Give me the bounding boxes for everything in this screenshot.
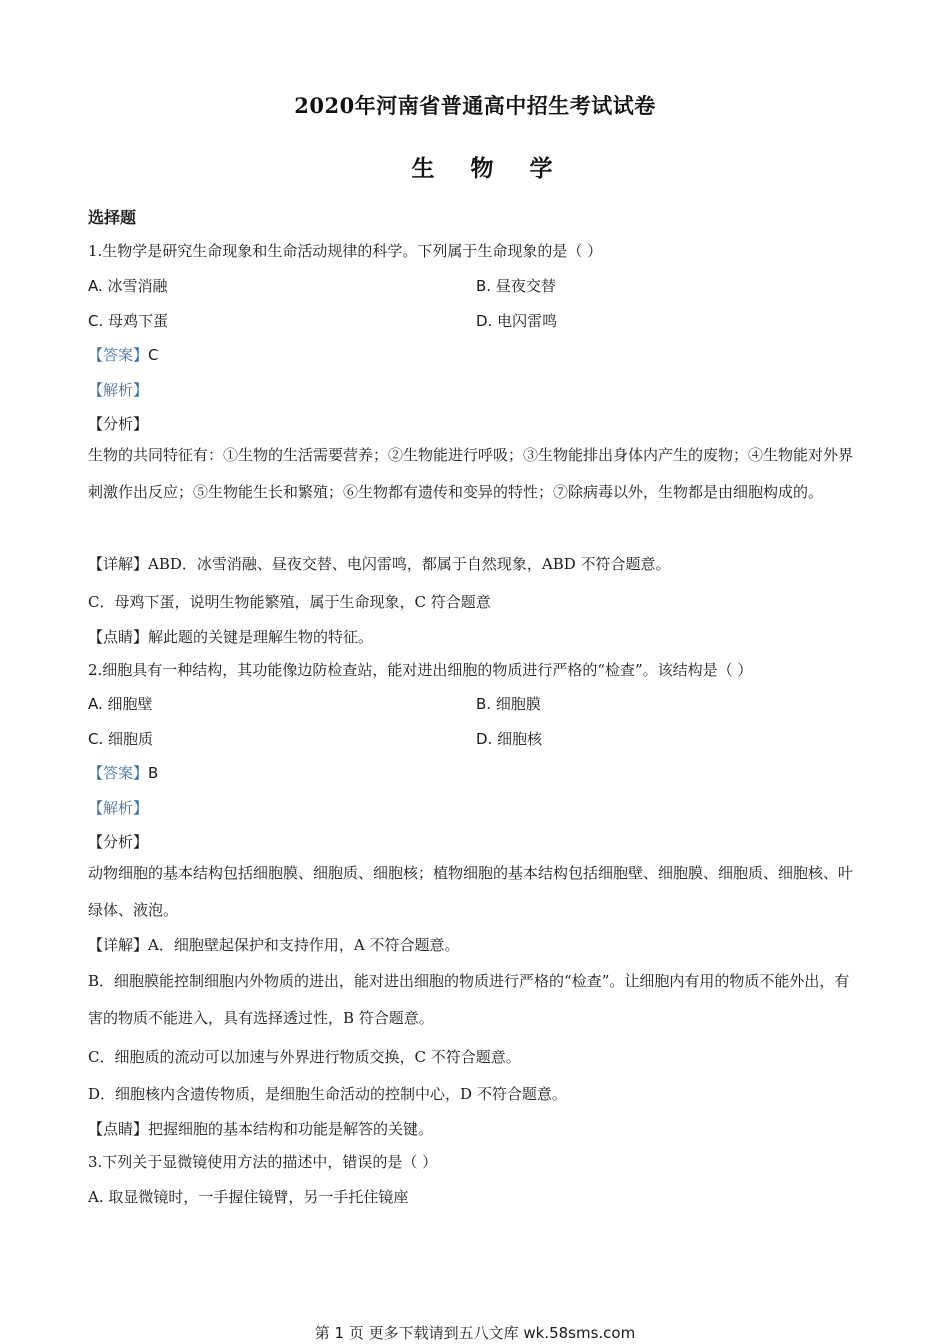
q2-detail-4: D．细胞核内含遗传物质，是细胞生命活动的控制中心，D 不符合题意。 bbox=[88, 1085, 567, 1103]
q2-detail-2: B．细胞膜能控制细胞内外物质的进出，能对进出细胞的物质进行严格的“检查”。让细胞内有用的物质不能外出，有害的物质不能进入，具有选择透过性，B 符合题意。 bbox=[88, 972, 850, 1027]
q1-answer bbox=[88, 344, 159, 365]
option-text: 细胞核 bbox=[492, 730, 543, 748]
tip-text: 解此题的关键是理解生物的特征。 bbox=[148, 628, 374, 646]
tip-tag: 【点睛】 bbox=[88, 1120, 149, 1138]
option-text: 细胞壁 bbox=[102, 695, 153, 713]
q1-option-c bbox=[88, 310, 168, 331]
option-letter: B. bbox=[476, 277, 492, 295]
detail-tag: 【详解】 bbox=[88, 555, 149, 573]
answer-tag: 【答案】 bbox=[88, 346, 149, 364]
option-letter: D. bbox=[476, 312, 493, 330]
q2-option-b bbox=[476, 693, 541, 714]
q1-fenxi-text: 生物的共同特征有：①生物的生活需要营养；②生物能进行呼吸；③生物能排出身体内产生的废物；④生物能对外界刺激作出反应；⑤生物能生长和繁殖；⑥生物都有遗传和变异的特性；⑦除病毒以外，生物都是由细胞构成的。 bbox=[88, 446, 854, 501]
option-letter: A. bbox=[88, 277, 103, 295]
q1-tip bbox=[88, 626, 373, 647]
q2-detail-3: C．细胞质的流动可以加速与外界进行物质交换，C 不符合题意。 bbox=[88, 1048, 521, 1066]
q1-option-d bbox=[476, 310, 557, 331]
option-text: 电闪雷鸣 bbox=[492, 312, 558, 330]
section-heading: 选择题 bbox=[88, 208, 137, 227]
option-letter: C. bbox=[88, 730, 104, 748]
subject-title: 生 物 学 bbox=[411, 155, 567, 182]
q2-fenxi-text: 动物细胞的基本结构包括细胞膜、细胞质、细胞核；植物细胞的基本结构包括细胞壁、细胞膜、细胞质、细胞核、叶绿体、液泡。 bbox=[88, 864, 854, 919]
q2-option-c bbox=[88, 728, 153, 749]
q2-stem: 2.细胞具有一种结构，其功能像边防检查站，能对进出细胞的物质进行严格的“检查”。该结构是（ ） bbox=[88, 661, 753, 679]
option-text: 细胞质 bbox=[103, 730, 154, 748]
q2-detail bbox=[88, 934, 459, 955]
q2-tip bbox=[88, 1118, 433, 1139]
option-text: 母鸡下蛋 bbox=[103, 312, 169, 330]
detail-text: A．细胞壁起保护和支持作用，A 不符合题意。 bbox=[148, 936, 460, 954]
option-letter: C. bbox=[88, 312, 104, 330]
option-letter: A. bbox=[88, 695, 103, 713]
q1-stem: 1.生物学是研究生命现象和生命活动规律的科学。下列属于生命现象的是（ ） bbox=[88, 242, 603, 260]
page-footer: 第 1 页 更多下载请到五八文库 wk.58sms.com bbox=[314, 1324, 636, 1342]
q1-fenxi-tag: 【分析】 bbox=[88, 415, 149, 433]
q2-option-d bbox=[476, 728, 542, 749]
q1-detail bbox=[88, 553, 671, 574]
answer-value: B bbox=[148, 764, 159, 782]
q2-answer bbox=[88, 762, 158, 783]
option-text: 冰雪消融 bbox=[102, 277, 168, 295]
option-letter: D. bbox=[476, 730, 493, 748]
tip-tag: 【点睛】 bbox=[88, 628, 149, 646]
q2-option-a bbox=[88, 693, 153, 714]
q1-option-a bbox=[88, 275, 168, 296]
q1-analysis-tag: 【解析】 bbox=[88, 381, 149, 399]
exam-title: 2020年河南省普通高中招生考试试卷 bbox=[294, 93, 656, 118]
q1-option-b bbox=[476, 275, 556, 296]
answer-value: C bbox=[148, 346, 159, 364]
q3-stem: 3.下列关于显微镜使用方法的描述中，错误的是（ ） bbox=[88, 1153, 438, 1171]
detail-tag: 【详解】 bbox=[88, 936, 149, 954]
detail-text: ABD．冰雪消融、昼夜交替、电闪雷鸣，都属于自然现象，ABD 不符合题意。 bbox=[148, 555, 671, 573]
q3-option-a: A. 取显微镜时，一手握住镜臂，另一手托住镜座 bbox=[88, 1188, 409, 1206]
option-text: 昼夜交替 bbox=[491, 277, 556, 295]
option-text: 细胞膜 bbox=[491, 695, 541, 713]
q1-detail-2: C．母鸡下蛋，说明生物能繁殖，属于生命现象，C 符合题意 bbox=[88, 593, 491, 611]
option-letter: B. bbox=[476, 695, 492, 713]
answer-tag: 【答案】 bbox=[88, 764, 149, 782]
tip-text: 把握细胞的基本结构和功能是解答的关键。 bbox=[148, 1120, 434, 1138]
q2-fenxi-tag: 【分析】 bbox=[88, 833, 149, 851]
q2-analysis-tag: 【解析】 bbox=[88, 799, 149, 817]
